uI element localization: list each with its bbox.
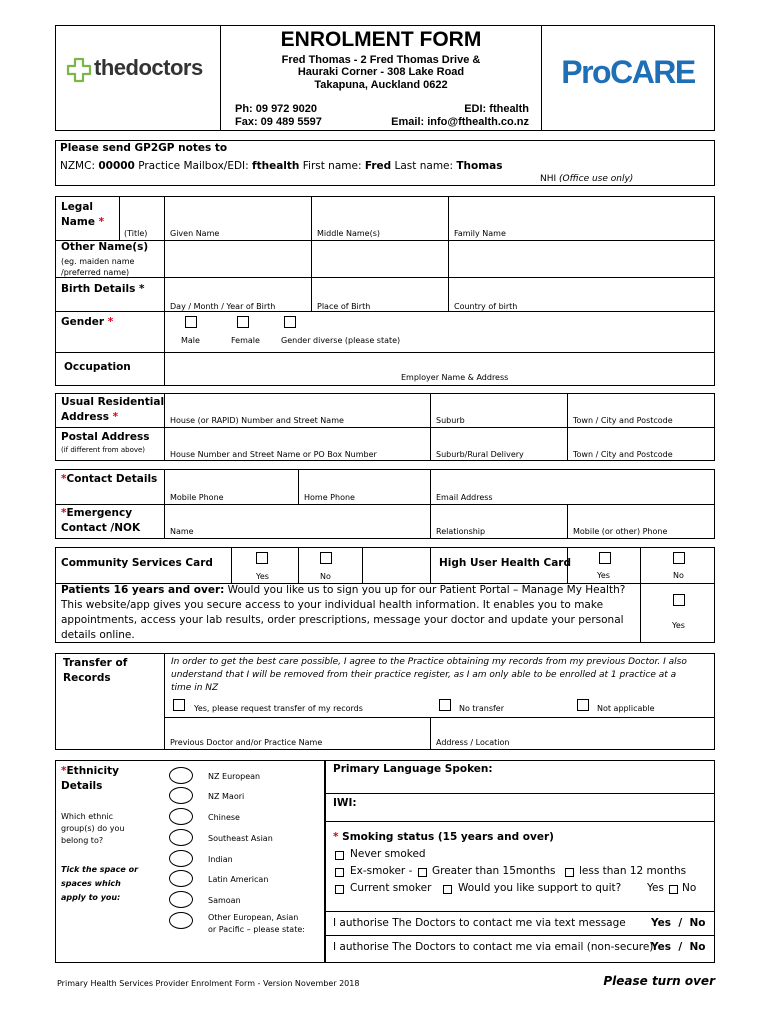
other-ethnicity-radio[interactable] — [169, 912, 193, 929]
postal-note: (if different from above) — [61, 446, 146, 454]
address-line-3: Takapuna, Auckland 0622 — [314, 79, 448, 91]
ex-smoker-label: Ex-smoker - — [350, 865, 413, 877]
other-ethnicity-label: Other European, Asian or Pacific – please state: — [208, 913, 305, 934]
middle-name-field[interactable]: Middle Name(s) — [317, 229, 380, 238]
address-line-1: Fred Thomas - 2 Fred Thomas Drive & — [281, 54, 481, 66]
last-name-value: Thomas — [456, 160, 503, 172]
place-of-birth-field[interactable]: Place of Birth — [317, 302, 371, 311]
nz-maori-label: NZ Maori — [208, 792, 245, 801]
header-divider-left — [220, 25, 221, 131]
previous-address-field[interactable]: Address / Location — [436, 738, 510, 747]
female-checkbox[interactable] — [237, 316, 249, 328]
transfer-consent: In order to get the best care possible, I agree to the Practice obtaining my records from my previous Doctor. I also understand that I will be removed from their practice register, as I am only able to be enrolled at 1 practice at a time in NZ — [171, 657, 687, 693]
never-smoked-checkbox[interactable] — [335, 851, 344, 860]
ex-smoker-checkbox[interactable] — [335, 868, 344, 877]
text-auth-yesno[interactable]: Yes / No — [651, 917, 706, 929]
procare-logo: ProCARE — [561, 54, 695, 90]
ethnicity-instruction: Tick the space or spaces which apply to you: — [61, 865, 139, 902]
thedoctors-logo — [64, 55, 214, 85]
nok-name-field[interactable]: Name — [170, 527, 194, 536]
town-field[interactable]: Town / City and Postcode — [573, 416, 673, 425]
legal-name-label: Legal Name * — [61, 201, 105, 228]
phone-text: Ph: 09 972 9020 — [235, 103, 317, 115]
quit-no-label: No — [682, 882, 697, 894]
mailbox-label: Practice Mailbox/EDI: — [138, 160, 249, 172]
last-name-label: Last name: — [394, 160, 454, 172]
title-field[interactable]: (Title) — [124, 229, 148, 238]
no-transfer-checkbox[interactable] — [439, 699, 451, 711]
home-phone-field[interactable]: Home Phone — [304, 493, 355, 502]
nz-maori-radio[interactable] — [169, 787, 193, 804]
portal-yes-label: Yes — [672, 621, 685, 630]
indian-radio[interactable] — [169, 850, 193, 867]
current-smoker-label: Current smoker — [350, 882, 432, 894]
email-auth-label: I authorise The Doctors to contact me via email (non-secure) — [333, 941, 654, 953]
hu-no-checkbox[interactable] — [673, 552, 685, 564]
quit-support-checkbox[interactable] — [443, 885, 452, 894]
greater-15-checkbox[interactable] — [418, 868, 427, 877]
header-divider-right — [541, 25, 542, 131]
contact-details-label: *Contact Details — [61, 473, 158, 485]
postal-town-field[interactable]: Town / City and Postcode — [573, 450, 673, 459]
occupation-label: Occupation — [64, 361, 131, 373]
nok-mobile-field[interactable]: Mobile (or other) Phone — [573, 527, 668, 536]
previous-doctor-field[interactable]: Previous Doctor and/or Practice Name — [170, 738, 323, 747]
ethnicity-question: Which ethnic group(s) do you belong to? — [61, 812, 125, 845]
nz-european-radio[interactable] — [169, 767, 193, 784]
nhi-text: NHI — [540, 174, 557, 184]
hu-yes-label: Yes — [597, 571, 610, 580]
csc-no-checkbox[interactable] — [320, 552, 332, 564]
thedoctors-wordmark: thedoctors — [94, 55, 203, 80]
family-name-field[interactable]: Family Name — [454, 229, 506, 238]
csc-no-label: No — [320, 572, 331, 581]
current-smoker-checkbox[interactable] — [335, 885, 344, 894]
email-text: Email: info@fthealth.co.nz — [391, 116, 529, 128]
hu-yes-checkbox[interactable] — [599, 552, 611, 564]
indian-label: Indian — [208, 855, 233, 864]
nhi-note: (Office use only) — [559, 174, 634, 184]
latin-american-radio[interactable] — [169, 870, 193, 887]
quit-yes-label: Yes — [647, 882, 664, 894]
street-field[interactable]: House (or RAPID) Number and Street Name — [170, 416, 344, 425]
portal-text: Patients 16 years and over: Would you like us to sign you up for our Patient Portal – Manage My Health? This website/app gives you secure access to your individual health information. It enables you to make appointments, access your lab results, order prescriptions, message your doctor and update your personal details online. — [61, 584, 626, 641]
no-transfer-label: No transfer — [459, 704, 505, 713]
country-of-birth-field[interactable]: Country of birth — [454, 302, 518, 311]
language-box — [325, 760, 715, 963]
transfer-yes-label: Yes, please request transfer of my records — [194, 704, 363, 713]
never-smoked-label: Never smoked — [350, 848, 426, 860]
other-names-label: Other Name(s) — [61, 241, 149, 253]
less-12-label: less than 12 months — [579, 865, 687, 877]
suburb-field[interactable]: Suburb — [436, 416, 465, 425]
csc-label: Community Services Card — [61, 557, 213, 569]
fax-text: Fax: 09 489 5597 — [235, 116, 322, 128]
not-applicable-label: Not applicable — [597, 704, 655, 713]
nzmc-label: NZMC: — [60, 160, 95, 172]
csc-yes-checkbox[interactable] — [256, 552, 268, 564]
nz-european-label: NZ European — [208, 772, 261, 781]
postal-suburb-field[interactable]: Suburb/Rural Delivery — [436, 450, 524, 459]
chinese-label: Chinese — [208, 813, 240, 822]
portal-yes-checkbox[interactable] — [673, 594, 685, 606]
male-checkbox[interactable] — [185, 316, 197, 328]
mailbox-value: fthealth — [252, 160, 300, 172]
transfer-label: Transfer of Records — [63, 657, 128, 684]
postal-street-field[interactable]: House Number and Street Name or PO Box Number — [170, 450, 377, 459]
samoan-label: Samoan — [208, 896, 241, 905]
gp2gp-details — [60, 160, 503, 172]
csc-yes-label: Yes — [256, 572, 269, 581]
male-label: Male — [181, 336, 200, 345]
gender-diverse-label: Gender diverse (please state) — [281, 336, 401, 345]
greater-15-label: Greater than 15months — [432, 865, 556, 877]
other-names-note: (eg. maiden name /preferred name) — [61, 257, 135, 277]
edi-text: EDI: fthealth — [464, 103, 529, 115]
emergency-label: *Emergency Contact /NOK — [61, 507, 141, 534]
female-label: Female — [231, 336, 260, 345]
birth-details-label: Birth Details * — [61, 283, 145, 295]
dob-field[interactable]: Day / Month / Year of Birth — [170, 302, 276, 311]
first-name-label: First name: — [302, 160, 362, 172]
southeast-asian-radio[interactable] — [169, 829, 193, 846]
samoan-radio[interactable] — [169, 891, 193, 908]
southeast-asian-label: Southeast Asian — [208, 834, 273, 843]
quit-support-label: Would you like support to quit? — [458, 882, 622, 894]
nzmc-value: 00000 — [98, 160, 135, 172]
hu-label: High User Health Card — [439, 557, 571, 569]
text-auth-label: I authorise The Doctors to contact me via text message — [333, 917, 626, 929]
form-version: Primary Health Services Provider Enrolment Form - Version November 2018 — [57, 979, 360, 988]
gender-diverse-checkbox[interactable] — [284, 316, 296, 328]
employer-field[interactable]: Employer Name & Address — [401, 373, 509, 382]
not-applicable-checkbox[interactable] — [577, 699, 589, 711]
given-name-field[interactable]: Given Name — [170, 229, 220, 238]
personal-details-box — [55, 196, 715, 386]
ethnicity-label: *Ethnicity Details — [61, 765, 119, 792]
quit-yes-checkbox[interactable] — [669, 885, 678, 894]
transfer-yes-checkbox[interactable] — [173, 699, 185, 711]
cross-icon — [64, 55, 94, 85]
address-line-2: Hauraki Corner - 308 Lake Road — [297, 66, 465, 78]
hu-no-label: No — [673, 571, 684, 580]
gender-label: Gender * — [61, 316, 114, 328]
less-12-checkbox[interactable] — [565, 868, 574, 877]
postal-label: Postal Address — [61, 431, 150, 443]
residential-label: Usual Residential Address * — [61, 396, 165, 423]
email-field[interactable]: Email Address — [436, 493, 493, 502]
relationship-field[interactable]: Relationship — [436, 527, 486, 536]
form-title: ENROLMENT FORM — [280, 28, 482, 51]
gp2gp-title: Please send GP2GP notes to — [60, 142, 228, 154]
first-name-value: Fred — [364, 160, 392, 172]
language-label[interactable]: Primary Language Spoken: — [333, 763, 493, 775]
latin-american-label: Latin American — [208, 875, 269, 884]
iwi-label[interactable]: IWI: — [333, 797, 357, 809]
please-turn-over: Please turn over — [603, 974, 715, 988]
mobile-field[interactable]: Mobile Phone — [170, 493, 224, 502]
smoking-label: * Smoking status (15 years and over) — [333, 831, 554, 843]
chinese-radio[interactable] — [169, 808, 193, 825]
email-auth-yesno[interactable]: Yes / No — [651, 941, 706, 953]
nhi-label — [540, 174, 633, 184]
